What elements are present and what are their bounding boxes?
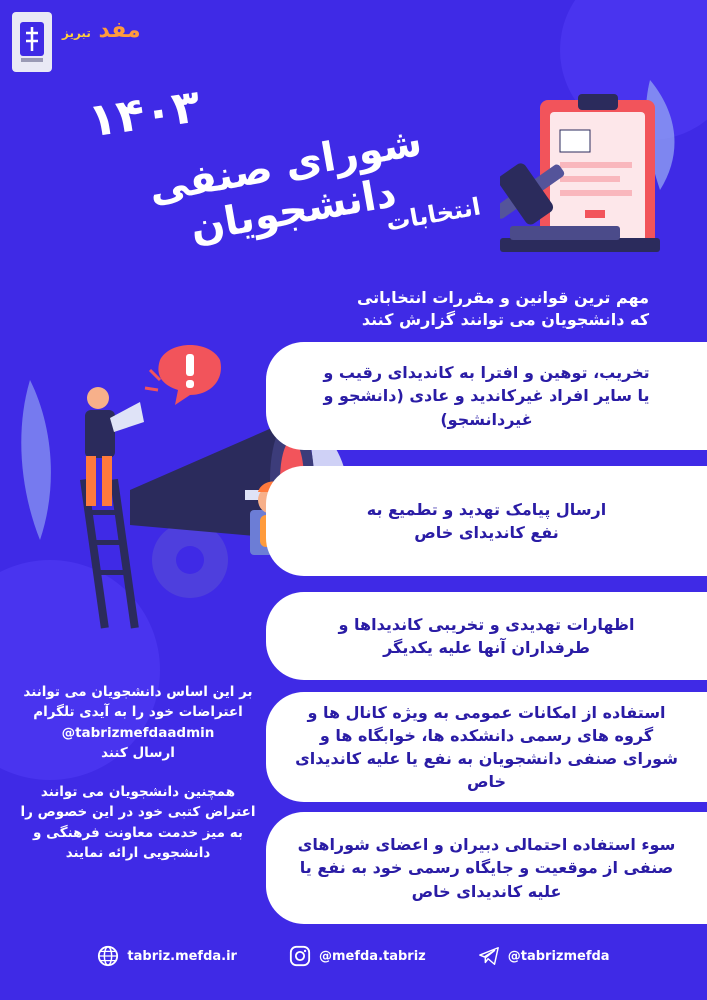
footer-contacts bbox=[0, 936, 707, 976]
footer-website[interactable] bbox=[97, 945, 237, 967]
subtitle-line2: که دانشجویان می توانند گزارش کنند bbox=[361, 309, 649, 329]
globe-icon bbox=[97, 945, 119, 967]
side-note-telegram bbox=[18, 682, 258, 763]
side-line: بر این اساس دانشجویان می توانند bbox=[23, 684, 253, 700]
side-line: دانشجویی ارائه نمایند bbox=[65, 844, 211, 861]
logo-brand-text: مفد bbox=[98, 18, 141, 43]
logo-brand-city: تبریز bbox=[62, 26, 91, 40]
rule-card-text: استفاده از امکانات عمومی به ویژه کانال ها و گروه های رسمی دانشکده ها، خوابگاه ها و شورای صنفی دانشجویان به نفع یا علیه کاندیدای خاص bbox=[295, 702, 678, 792]
rule-card bbox=[266, 466, 707, 576]
rule-card-text: تخریب، توهین و افترا به کاندیدای رقیب و یا سایر افراد غیرکاندید و عادی (دانشجو و غیردانشجو) bbox=[323, 363, 650, 429]
title-year: ۱۴۰۳ bbox=[84, 78, 204, 148]
telegram-icon bbox=[478, 945, 500, 967]
rule-card bbox=[266, 692, 707, 802]
rule-card-text: اظهارات تهدیدی و تخریبی کاندیداها و طرفداران آنها علیه یکدیگر bbox=[338, 614, 635, 657]
rule-card-text: ارسال پیامک تهدید و تطمیع به نفع کاندیدای خاص bbox=[366, 499, 607, 542]
side-line: همچنین دانشجویان می توانند bbox=[40, 784, 236, 800]
rule-card bbox=[266, 812, 707, 924]
footer-telegram[interactable] bbox=[478, 945, 610, 967]
side-line: اعتراضات خود را به آیدی تلگرام bbox=[33, 704, 243, 721]
rule-card-text: سوء استفاده احتمالی دبیران و اعضای شوراهای صنفی از موقعیت و جایگاه رسمی خود به نفع یا علیه کاندیدای خاص bbox=[297, 835, 676, 901]
rule-card bbox=[266, 342, 707, 450]
instagram-handle[interactable]: @mefda.tabriz bbox=[318, 948, 426, 964]
side-note-written bbox=[18, 782, 258, 863]
telegram-handle[interactable]: @tabrizmefda bbox=[507, 948, 610, 964]
subtitle-line1: مهم ترین قوانین و مقررات انتخاباتی bbox=[356, 288, 649, 307]
website-link[interactable]: tabriz.mefda.ir bbox=[127, 948, 237, 964]
mefda-logo bbox=[62, 18, 141, 43]
side-line: ارسال کنند bbox=[101, 744, 175, 761]
rules-subtitle bbox=[229, 287, 649, 330]
instagram-icon bbox=[289, 945, 311, 967]
title-line1: شورای صنفی دانشجویان bbox=[145, 118, 426, 252]
side-line: اعتراض کتبی خود در این خصوص را bbox=[20, 804, 256, 821]
footer-instagram[interactable] bbox=[289, 945, 426, 967]
title-line2: انتخابات bbox=[383, 192, 483, 237]
university-logo bbox=[12, 12, 52, 72]
clipboard-gavel-illustration bbox=[500, 70, 700, 270]
side-line: به میز خدمت معاونت فرهنگی و bbox=[32, 824, 243, 841]
telegram-admin-id: @tabrizmefdaadmin bbox=[61, 724, 215, 741]
rule-card bbox=[266, 592, 707, 680]
